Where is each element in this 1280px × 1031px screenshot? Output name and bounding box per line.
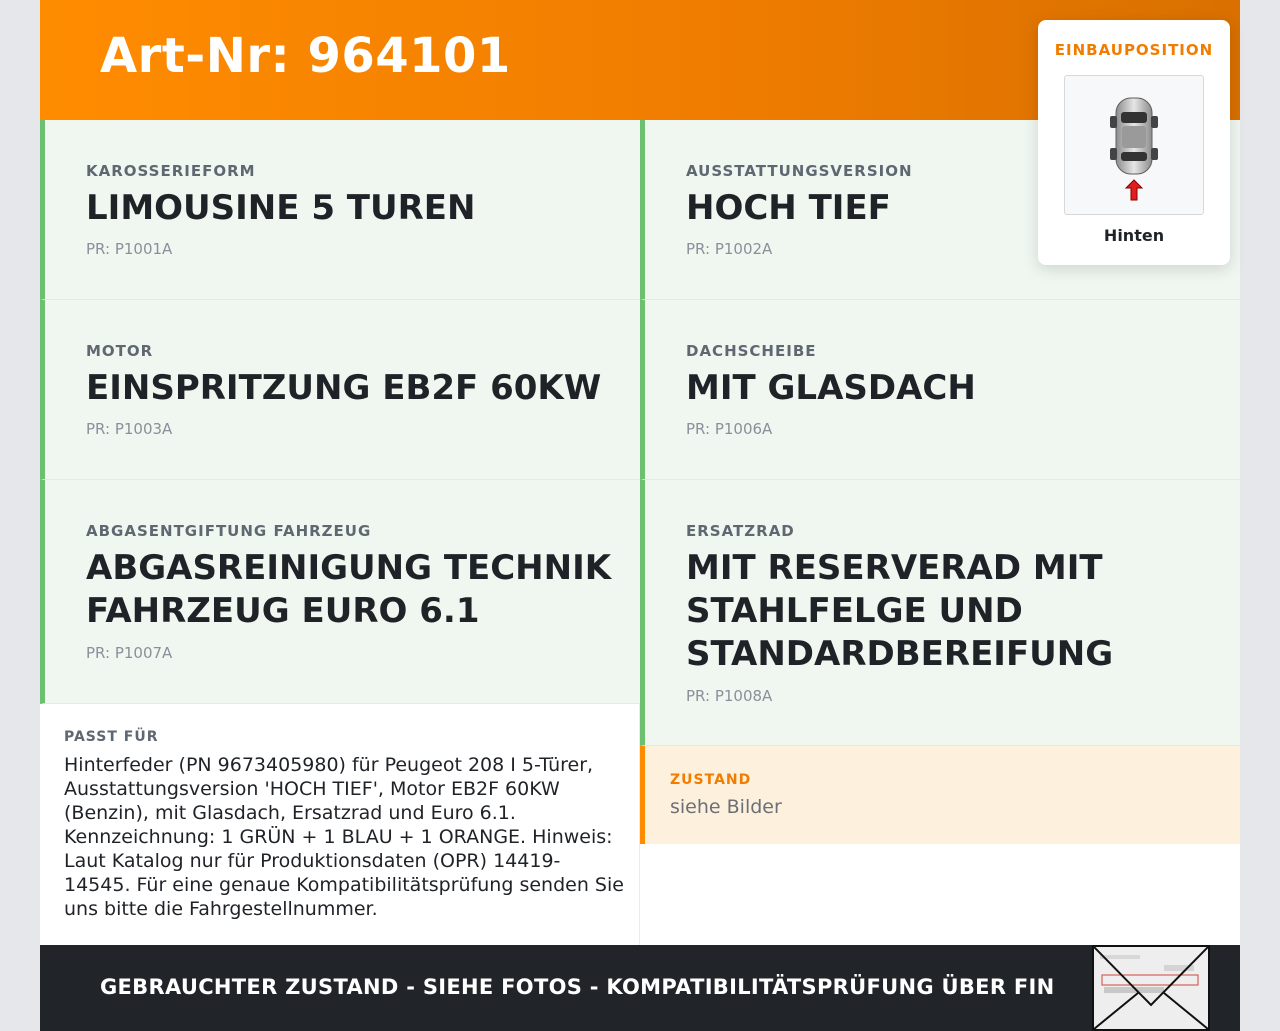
attribute-motor bbox=[40, 300, 640, 480]
fits-for-label: PASST FÜR bbox=[64, 729, 159, 745]
attribute-value-line: MIT RESERVERAD MIT bbox=[686, 548, 1103, 588]
fits-for-text: Hinterfeder (PN 9673405980) für Peugeot 208 I 5-Türer, Ausstattungsversion 'HOCH TIEF', Motor EB2F 60KW (Benzin), mit Glasdach, Ersatzrad und Euro 6.1. Kennzeichnung: 1 GRÜN + 1 BLAU + 1 ORANGE. Hinweis: Laut Katalog nur für Produktionsdaten (OPR) 14419-14545. Für eine genaue Kompatibilitätsprüfung senden Sie uns bitte die Fahrgestellnummer. bbox=[64, 754, 624, 920]
attribute-value: LIMOUSINE 5 TUREN bbox=[86, 188, 476, 228]
attribute-label: ABGASENTGIFTUNG FAHRZEUG bbox=[86, 522, 372, 540]
attribute-value-line: ABGASREINIGUNG TECHNIK bbox=[86, 548, 612, 588]
mounting-position-popup bbox=[1038, 20, 1230, 265]
article-number-title: Art-Nr: 964101 bbox=[100, 28, 511, 84]
condition-value: siehe Bilder bbox=[670, 796, 782, 818]
attribute-value-line: FAHRZEUG EURO 6.1 bbox=[86, 591, 480, 631]
attribute-value: MIT GLASDACH bbox=[686, 368, 976, 408]
attribute-dachscheibe bbox=[640, 300, 1240, 480]
attribute-value-line: STANDARDBEREIFUNG bbox=[686, 634, 1114, 674]
mounting-position-image bbox=[1064, 75, 1204, 215]
thumbnail-photo bbox=[1094, 947, 1208, 1029]
attribute-pr-code: PR: P1002A bbox=[686, 240, 773, 258]
footer-text: GEBRAUCHTER ZUSTAND - SIEHE FOTOS - KOMPATIBILITÄTSPRÜFUNG ÜBER FIN bbox=[100, 975, 1055, 999]
attribute-value bbox=[86, 547, 611, 633]
mounting-position-title: EINBAUPOSITION bbox=[1054, 41, 1214, 59]
footer-bar bbox=[40, 945, 1240, 1031]
attribute-pr-code: PR: P1006A bbox=[686, 420, 773, 438]
attribute-pr-code: PR: P1008A bbox=[686, 687, 773, 705]
attribute-value: HOCH TIEF bbox=[686, 188, 891, 228]
attribute-pr-code: PR: P1007A bbox=[86, 644, 173, 662]
condition-label: ZUSTAND bbox=[670, 772, 752, 788]
attribute-value: EINSPRITZUNG EB2F 60KW bbox=[86, 368, 602, 408]
attribute-label: MOTOR bbox=[86, 342, 154, 360]
attribute-ersatzrad bbox=[640, 480, 1240, 746]
fits-for-section bbox=[40, 704, 640, 945]
condition-section bbox=[640, 746, 1240, 844]
attribute-value bbox=[686, 547, 1113, 676]
attribute-label: AUSSTATTUNGSVERSION bbox=[686, 162, 913, 180]
attribute-label: KAROSSERIEFORM bbox=[86, 162, 256, 180]
car-top-view-icon bbox=[1065, 76, 1203, 214]
attribute-label: DACHSCHEIBE bbox=[686, 342, 817, 360]
attribute-abgasentgiftung bbox=[40, 480, 640, 704]
product-thumbnail-image[interactable] bbox=[1092, 945, 1210, 1031]
mounting-position-value: Hinten bbox=[1103, 226, 1165, 245]
attribute-pr-code: PR: P1003A bbox=[86, 420, 173, 438]
attribute-value-line: STAHLFELGE UND bbox=[686, 591, 1023, 631]
attribute-pr-code: PR: P1001A bbox=[86, 240, 173, 258]
attribute-label: ERSATZRAD bbox=[686, 522, 795, 540]
attribute-karosserieform bbox=[40, 120, 640, 300]
